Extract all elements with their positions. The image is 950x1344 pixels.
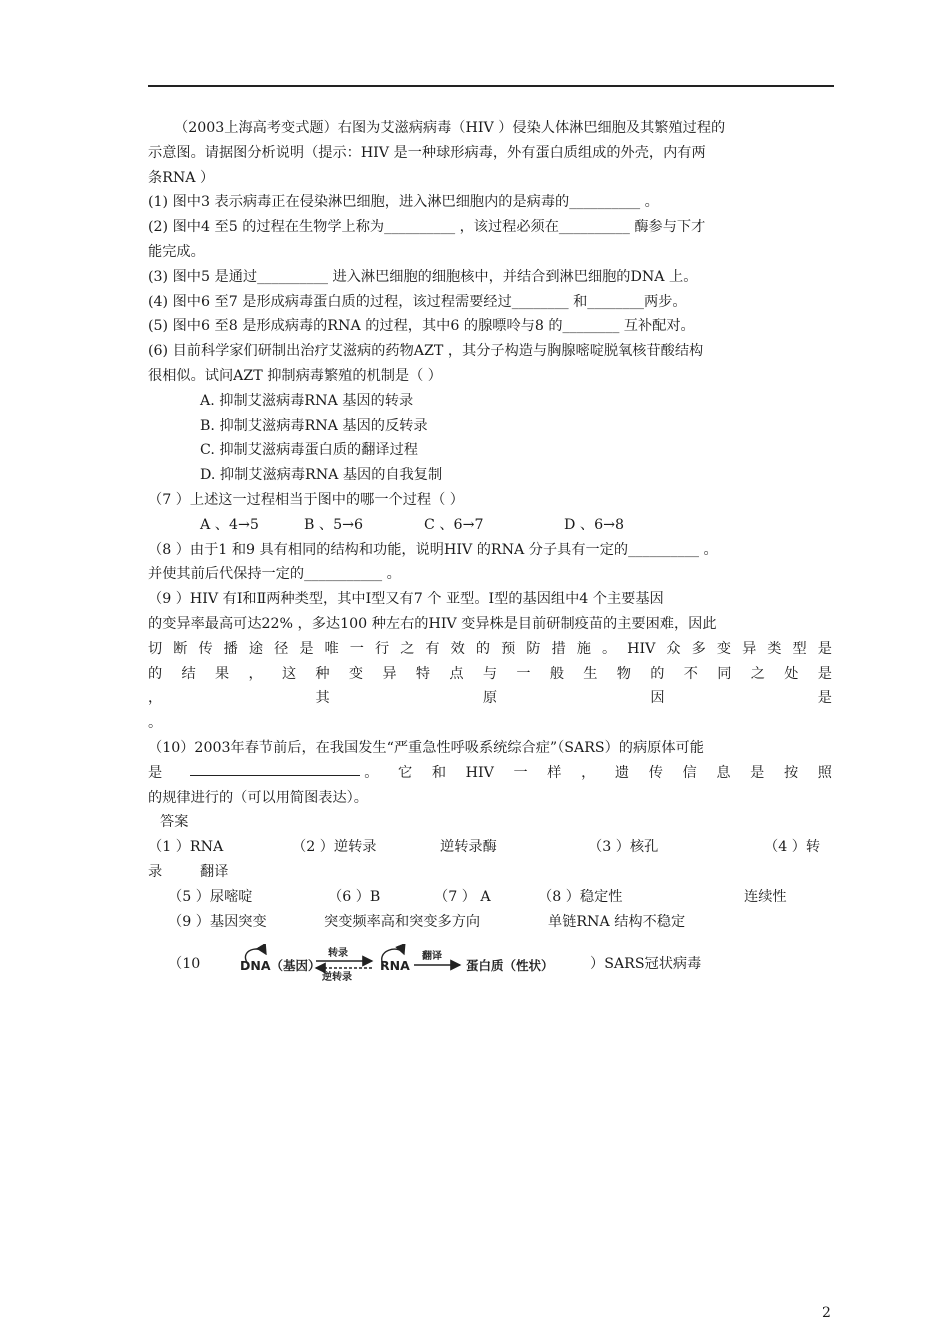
question-7-option-c: C 、6→7	[424, 516, 484, 533]
question-2-line-1: (2) 图中4 至5 的过程在生物学上称为__________ ，该过程必须在__________ 酶参与下才	[148, 219, 706, 236]
question-10-line-2-words	[364, 761, 832, 786]
question-9-line-5-word: 是	[817, 690, 832, 707]
question-9-line-4-word: 变	[348, 665, 364, 682]
answer-7: （7 ） A	[434, 888, 491, 905]
answer-8a: （8 ）稳定性	[538, 888, 623, 905]
question-9-line-3-word: 唯	[324, 640, 339, 657]
question-9-line-6: 。	[148, 715, 163, 732]
question-10-line-2-word: ，	[581, 764, 596, 781]
answer-row-2	[148, 885, 832, 910]
question-10-line-2-word: 遗	[614, 764, 630, 781]
question-7-option-a: A 、4→5	[200, 516, 259, 533]
question-10-line-2-word: 按	[783, 764, 799, 781]
question-4: (4) 图中6 至7 是形成病毒蛋白质的过程，该过程需要经过________ 和________两步。	[148, 293, 687, 310]
question-9-line-4-word: 处	[784, 665, 799, 682]
answer-10-suffix: ）SARS冠状病毒	[590, 955, 702, 972]
answer-2a: （2 ）逆转录	[292, 839, 377, 856]
question-9-line-4-word: 点	[449, 665, 464, 682]
answer-1: （1 ）RNA	[148, 839, 224, 856]
question-10-line-2-word: 一	[513, 764, 528, 781]
question-9-line-3-word: 的	[475, 640, 491, 657]
question-8-line-1: （8 ）由于1 和9 具有相同的结构和功能，说明HIV 的RNA 分子具有一定的__________ 。	[148, 541, 718, 558]
question-10-line-2-word: HIV	[465, 764, 494, 781]
question-9-line-2: 的变异率最高可达22% ，多达100 种左右的HIV 变异株是目前研制疫苗的主要困难，因此	[148, 615, 717, 632]
question-5: (5) 图中6 至8 是形成病毒的RNA 的过程，其中6 的腺嘌呤与8 的________ 互补配对。	[148, 318, 695, 335]
question-9-line-4-word: 同	[717, 665, 732, 682]
question-9-line-4	[148, 662, 832, 687]
question-9-line-3-word: 一	[349, 640, 364, 657]
answer-blank	[190, 761, 360, 776]
question-9-line-3-word: 途	[248, 640, 264, 657]
question-9-line-4-word: ，	[248, 665, 263, 682]
question-9-line-3-word: 传	[198, 640, 213, 657]
question-9-line-4-word: 这	[281, 665, 297, 682]
question-7-option-b: B 、5→6	[304, 516, 364, 533]
question-9-line-4-word: 般	[549, 665, 565, 682]
question-9-line-3-word: 切	[148, 640, 163, 657]
question-9-line-3-word: 是	[817, 640, 832, 657]
question-9-line-3-word: 播	[223, 640, 238, 657]
question-10-line-3: 的规律进行的（可以用简图表达）。	[148, 789, 368, 806]
intro-line-2: 示意图。请据图分析说明（提示：HIV 是一种球形病毒，外有蛋白质组成的外壳，内有两	[148, 144, 706, 161]
question-6-option-a: A. 抑制艾滋病毒RNA 基因的转录	[200, 392, 414, 409]
question-9-line-5-word: 因	[650, 690, 665, 707]
answer-3: （3 ）核孔	[588, 839, 659, 856]
page-number: 2	[822, 1305, 831, 1321]
answer-4a: 录	[148, 863, 163, 880]
question-9-line-3-word: 众	[666, 640, 681, 657]
question-9-line-3-word: 有	[425, 640, 440, 657]
question-9-line-4-word: 的	[650, 665, 665, 682]
answer-row-1-cont	[148, 860, 832, 885]
question-6-line-1: (6) 目前科学家们研制出治疗艾滋病的药物AZT ，其分子构造与胸腺嘧啶脱氧核苷酸结构	[148, 343, 704, 360]
question-9-line-4-word: 的	[148, 665, 163, 682]
answer-heading: 答案	[160, 814, 189, 831]
question-9-line-3-word: 变	[716, 640, 732, 657]
question-7-options	[148, 513, 832, 538]
question-9-line-5	[148, 686, 832, 711]
question-9-line-4-word: 是	[817, 665, 832, 682]
question-9-line-3-word: 效	[450, 640, 465, 657]
question-6-option-c: C. 抑制艾滋病毒蛋白质的翻译过程	[200, 442, 418, 459]
answer-8b: 连续性	[744, 888, 787, 905]
question-9-line-3-word: 类	[767, 640, 782, 657]
question-9-line-4-word: 生	[583, 665, 598, 682]
question-1: (1) 图中3 表示病毒正在侵染淋巴细胞，进入淋巴细胞内的是病毒的__________ 。	[148, 194, 659, 211]
question-10-line-2-word: 样	[547, 764, 562, 781]
question-9-line-4-word: 特	[415, 665, 431, 682]
answer-10-prefix: （10	[168, 955, 201, 972]
rna-label: RNA	[380, 958, 410, 974]
dna-label: DNA（基因）	[240, 958, 321, 974]
question-9-line-3-word: 是	[299, 640, 314, 657]
question-10-line-2-word: 。	[364, 764, 379, 781]
question-10-line-2	[148, 761, 832, 786]
question-9-line-4-word: 异	[382, 665, 397, 682]
question-9-line-3-word: 行	[374, 640, 390, 657]
question-6-line-2: 很相似。试问AZT 抑制病毒繁殖的机制是（ ）	[148, 367, 442, 384]
question-9-line-3-word: 。	[601, 640, 617, 657]
question-9-line-3-word: 多	[691, 640, 706, 657]
answer-row-4	[148, 944, 832, 984]
question-10-line-2-word: 息	[716, 764, 731, 781]
intro-line-3: 条RNA ）	[148, 169, 215, 186]
answer-9a: （9 ）基因突变	[168, 913, 267, 930]
question-9-line-4-word: 种	[315, 665, 330, 682]
question-9-line-4-word: 不	[683, 665, 698, 682]
answer-4b: 翻译	[200, 863, 229, 880]
answer-6: （6 ）B	[328, 888, 381, 905]
protein-label: 蛋白质（性状）	[466, 958, 554, 974]
question-10-line-2-word: 照	[817, 764, 832, 781]
question-9-line-3-word: 措	[551, 640, 566, 657]
question-9-line-3-word: 径	[274, 640, 289, 657]
question-9-line-3-word: 型	[792, 640, 807, 657]
question-9-line-4-word: 一	[516, 665, 531, 682]
question-9-line-5-word: 原	[482, 690, 498, 707]
question-9-line-3-word: HIV	[627, 640, 656, 657]
header-rule	[148, 85, 834, 87]
question-6-option-b: B. 抑制艾滋病毒RNA 基因的反转录	[200, 417, 428, 434]
question-9-line-1: （9 ）HIV 有Ⅰ和Ⅱ两种类型，其中Ⅰ型又有7 个 亚型。Ⅰ型的基因组中4 个主要基因	[148, 591, 664, 608]
question-9-line-3-word: 预	[501, 640, 516, 657]
question-9-line-3-word: 异	[742, 640, 757, 657]
question-9-line-3	[148, 637, 832, 662]
central-dogma-diagram	[234, 944, 590, 984]
question-7-option-d: D 、6→8	[564, 516, 625, 533]
question-3: (3) 图中5 是通过__________ 进入淋巴细胞的细胞核中，并结合到淋巴细胞的DNA 上。	[148, 268, 698, 285]
transcription-label: 转录	[328, 948, 348, 960]
question-10-line-2-word: 是	[750, 764, 765, 781]
answer-9b: 突变频率高和突变多方向	[324, 913, 481, 930]
question-10-line-1: （10）2003年春节前后，在我国发生“严重急性呼吸系统综合症”（SARS）的病原体可能	[148, 739, 704, 756]
intro-line-1: （2003上海高考变式题）右图为艾滋病病毒（HIV ）侵染人体淋巴细胞及其繁殖过程的	[174, 120, 726, 136]
reverse-transcription-label: 逆转录	[322, 972, 352, 984]
question-2-line-2: 能完成。	[148, 243, 205, 260]
answer-row-3	[148, 910, 832, 935]
question-9-line-3-word: 防	[526, 640, 541, 657]
question-10-line-2-start: 是	[148, 764, 163, 781]
question-9-line-5-word: 其	[315, 690, 330, 707]
question-9-line-4-word: 结	[181, 665, 196, 682]
answer-9c: 单链RNA 结构不稳定	[548, 913, 686, 930]
answer-row-1	[148, 835, 832, 860]
question-9-line-3-word: 施	[576, 640, 591, 657]
question-body	[148, 116, 832, 984]
answer-4: （4 ）转	[764, 839, 821, 856]
question-9-line-4-word: 物	[616, 665, 631, 682]
translation-label: 翻译	[422, 951, 442, 963]
question-9-line-4-word: 与	[482, 665, 498, 682]
question-9-line-5-word: ，	[148, 690, 163, 707]
question-10-line-2-word: 传	[648, 764, 663, 781]
question-9-line-4-word: 果	[214, 665, 230, 682]
question-7-line-1: （7 ）上述这一过程相当于图中的哪一个过程（ ）	[148, 491, 464, 508]
answer-5: （5 ）尿嘧啶	[168, 888, 253, 905]
question-9-line-4-word: 之	[750, 665, 765, 682]
question-10-line-2-word: 它	[398, 764, 413, 781]
question-9-line-3-word: 之	[400, 640, 415, 657]
question-6-option-d: D. 抑制艾滋病毒RNA 基因的自我复制	[200, 467, 443, 484]
question-8-line-2: 并使其前后代保持一定的___________ 。	[148, 566, 401, 583]
answer-2b: 逆转录酶	[440, 839, 497, 856]
question-10-line-2-word: 和	[431, 764, 447, 781]
question-9-line-3-word: 断	[173, 640, 188, 657]
question-10-line-2-word: 信	[682, 764, 697, 781]
